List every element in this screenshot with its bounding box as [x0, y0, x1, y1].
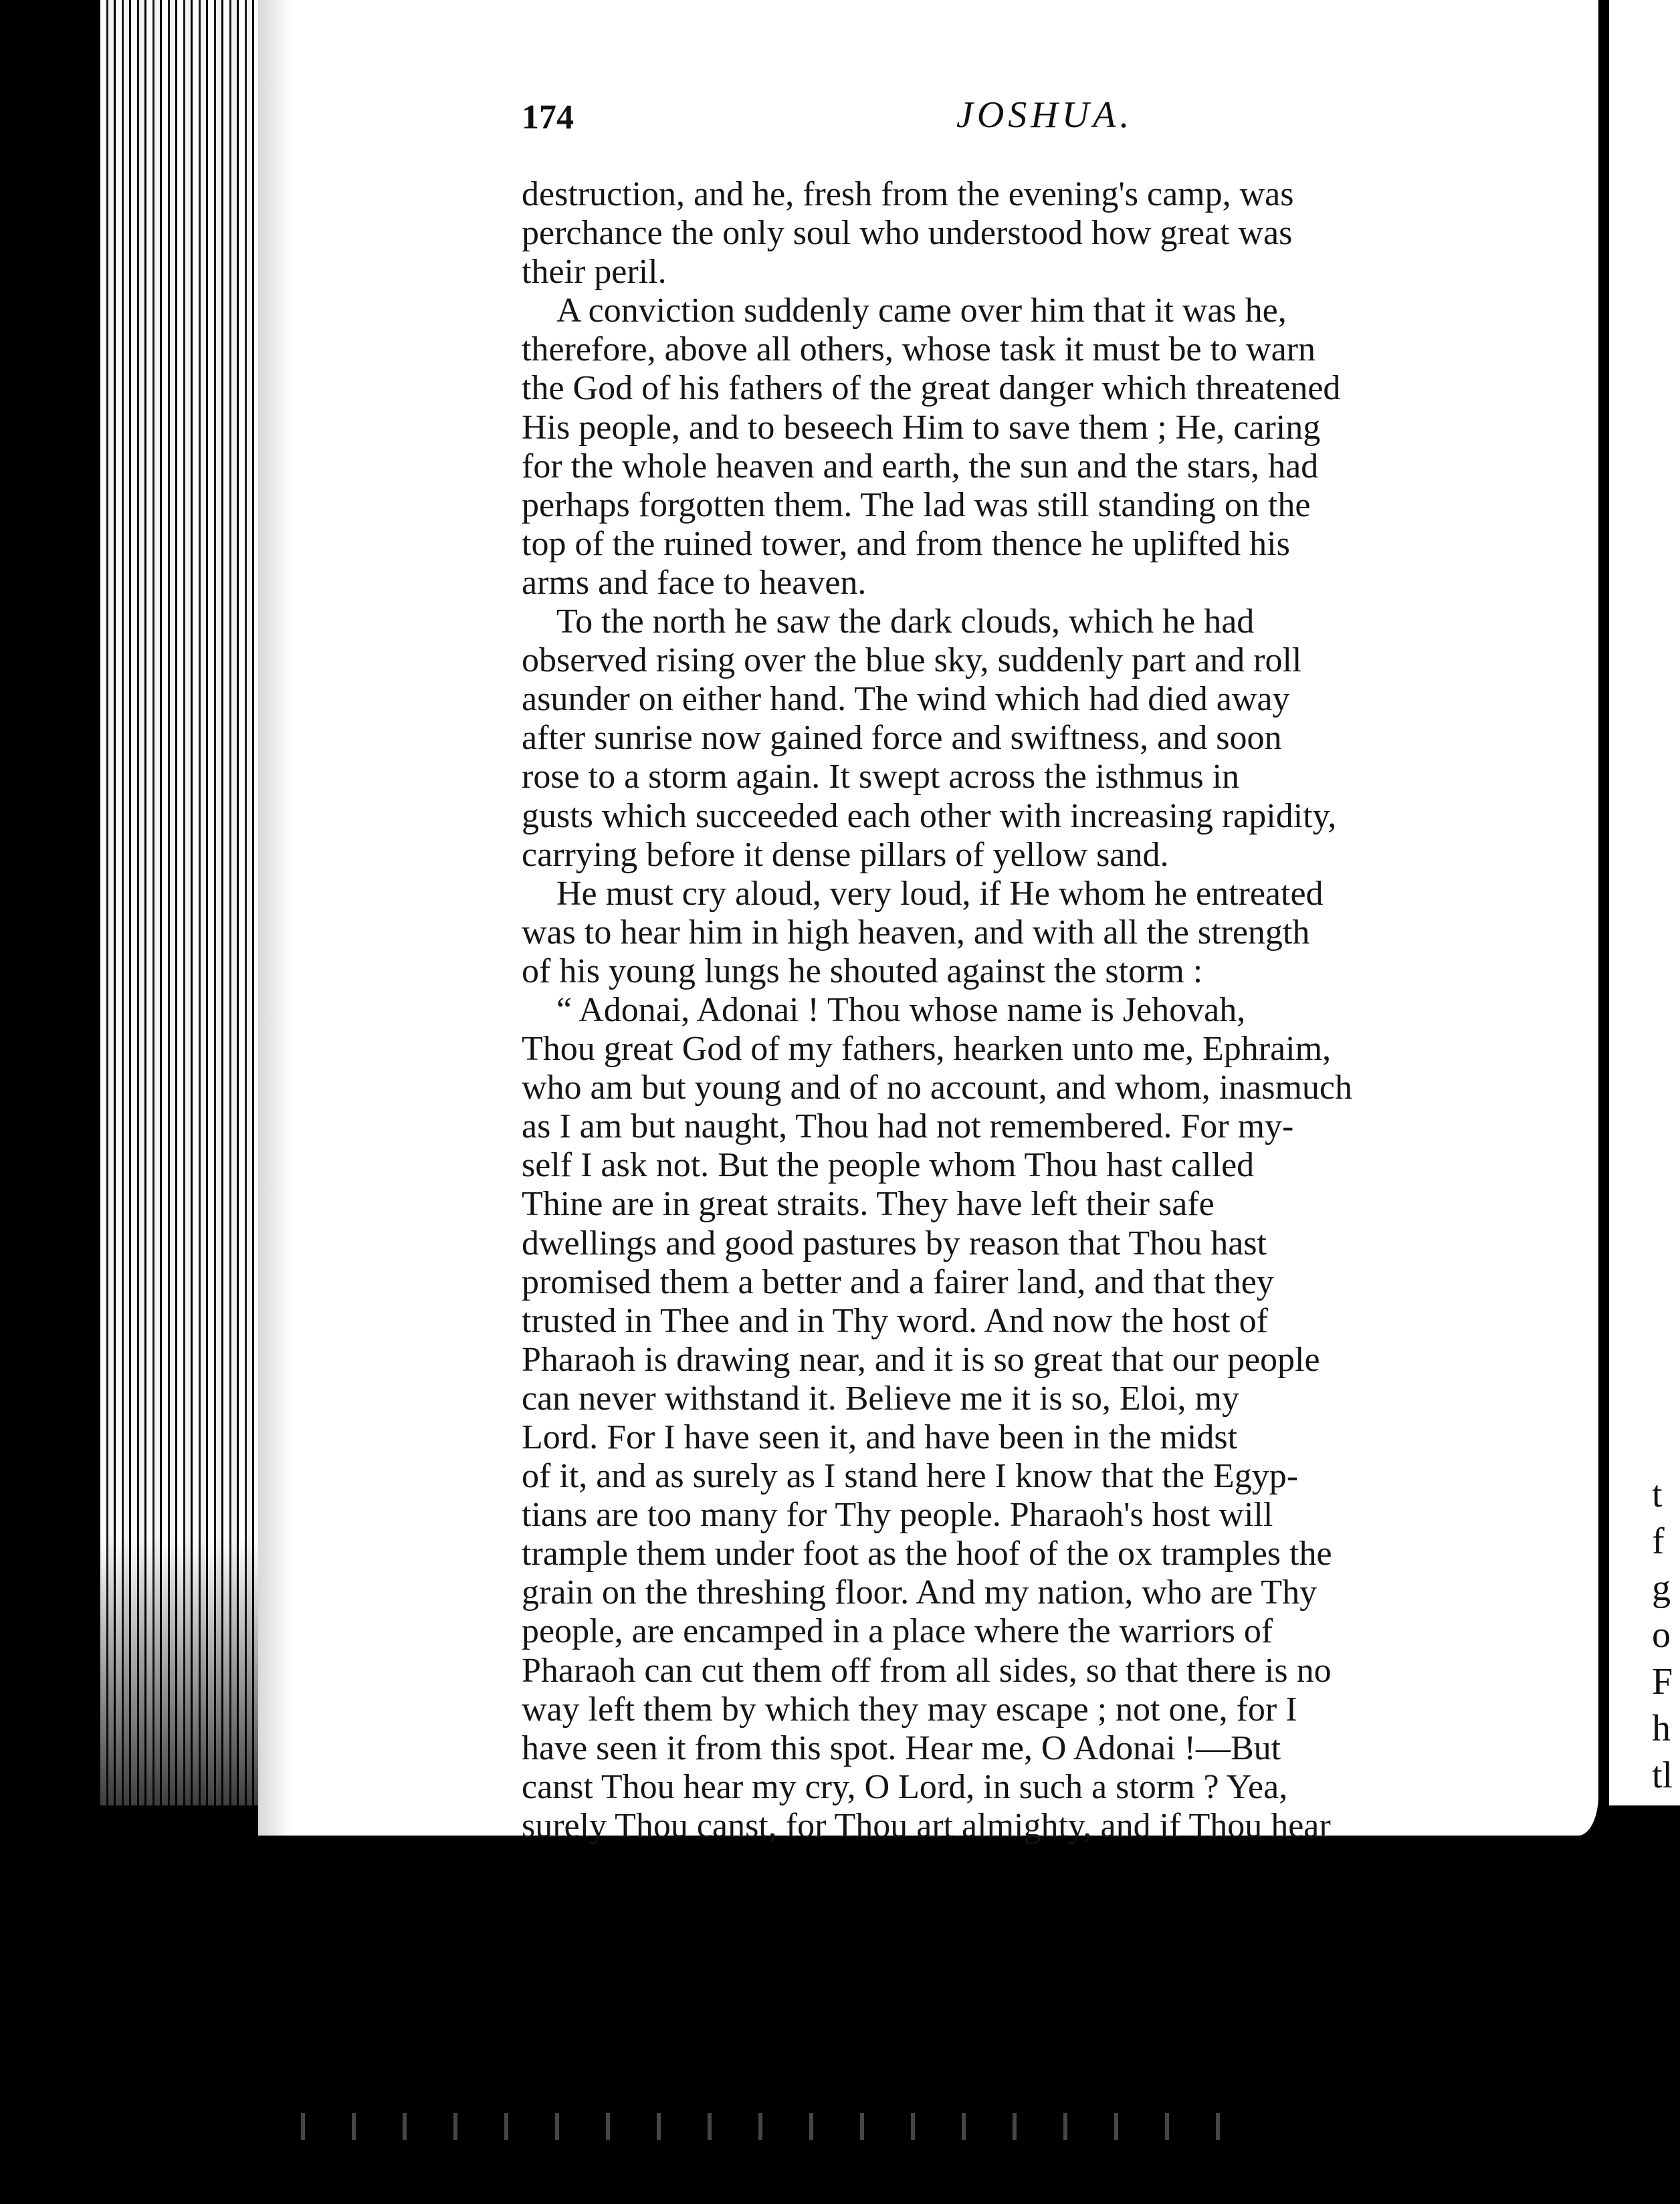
text-line: perhaps forgotten them. The lad was still standing on the — [522, 485, 1311, 524]
facing-page-text-fragments — [1652, 1471, 1680, 1799]
text-line: can never withstand it. Believe me it is so, Eloi, my — [522, 1379, 1240, 1418]
text-line: To the north he saw the dark clouds, which he had — [556, 602, 1255, 641]
text-line: Pharaoh can cut them off from all sides, so that there is no — [522, 1651, 1332, 1690]
text-line: way left them by which they may escape ; not one, for I — [522, 1690, 1297, 1729]
text-line: canst Thou hear my cry, O Lord, in such a storm ? Yea, — [522, 1767, 1288, 1806]
text-line: self I ask not. But the people whom Thou hast called — [522, 1146, 1255, 1185]
page-number: 174 — [522, 98, 574, 136]
page-gap — [1598, 0, 1609, 1805]
text-line: after sunrise now gained force and swiftness, and soon — [522, 719, 1282, 758]
text-line: observed rising over the blue sky, suddenly part and roll — [522, 641, 1302, 680]
text-line: people, are encamped in a place where the warriors of — [522, 1612, 1273, 1651]
facing-page-fragment: tl — [1652, 1755, 1673, 1796]
text-line: of it, and as surely as I stand here I know that the Egyp- — [522, 1457, 1299, 1496]
text-line: top of the ruined tower, and from thence he uplifted his — [522, 524, 1290, 563]
facing-page-fragment: t — [1652, 1474, 1663, 1515]
text-line: the God of his fathers of the great danger which threatened — [522, 369, 1341, 408]
text-line: A conviction suddenly came over him that it was he, — [556, 292, 1287, 330]
facing-page-fragment: h — [1652, 1708, 1671, 1749]
text-line: as I am but naught, Thou had not remembered. For my- — [522, 1107, 1294, 1146]
text-line: therefore, above all others, whose task it must be to warn — [522, 330, 1316, 369]
running-head — [522, 94, 1505, 147]
facing-page-fragment: g — [1652, 1567, 1671, 1609]
text-line: for the whole heaven and earth, the sun and the stars, had — [522, 447, 1319, 485]
text-line: who am but young and of no account, and whom, inasmuch — [522, 1069, 1352, 1107]
text-line: have seen it from this spot. Hear me, O Adonai !—But — [522, 1729, 1281, 1767]
page-edges-stack — [100, 0, 261, 1805]
body-text — [522, 175, 1505, 1846]
page-edges-shadow — [100, 1538, 261, 1839]
facing-page-fragment: f — [1652, 1521, 1665, 1562]
text-line: of his young lungs he shouted against the storm : — [522, 952, 1203, 990]
page-gutter-shadow — [258, 0, 292, 1836]
text-line: their peril. — [522, 253, 667, 292]
text-line: dwellings and good pastures by reason that Thou hast — [522, 1224, 1267, 1262]
text-line: destruction, and he, fresh from the evening's camp, was — [522, 175, 1294, 213]
running-title: JOSHUA. — [956, 94, 1134, 136]
text-line: Thou great God of my fathers, hearken unto me, Ephraim, — [522, 1030, 1332, 1069]
text-line: rose to a storm again. It swept across the isthmus in — [522, 758, 1240, 796]
text-line: carrying before it dense pillars of yellow sand. — [522, 835, 1169, 874]
facing-page-fragment: F — [1652, 1661, 1673, 1702]
text-line: promised them a better and a fairer land, and that they — [522, 1262, 1274, 1301]
text-line: asunder on either hand. The wind which had died away — [522, 680, 1290, 719]
text-line: Thine are in great straits. They have left their safe — [522, 1185, 1215, 1224]
text-line: perchance the only soul who understood how great was — [522, 214, 1293, 253]
text-line: Lord. For I have seen it, and have been in the midst — [522, 1418, 1238, 1456]
facing-page-fragment: o — [1652, 1614, 1671, 1656]
text-line: grain on the threshing floor. And my nation, who are Thy — [522, 1573, 1318, 1612]
text-line: tians are too many for Thy people. Pharaoh's host will — [522, 1496, 1273, 1535]
text-line: He must cry aloud, very loud, if He whom he entreated — [556, 874, 1324, 913]
text-line: trusted in Thee and in Thy word. And now the host of — [522, 1301, 1268, 1340]
text-line: gusts which succeeded each other with increasing rapidity, — [522, 796, 1337, 835]
scan-debris — [254, 2113, 1257, 2140]
text-line: arms and face to heaven. — [522, 563, 867, 602]
text-line: His people, and to beseech Him to save them ; He, caring — [522, 408, 1321, 447]
text-line: Pharaoh is drawing near, and it is so great that our people — [522, 1340, 1320, 1379]
text-line: surely Thou canst, for Thou art almighty, and if Thou hear — [522, 1806, 1331, 1845]
text-line: was to hear him in high heaven, and with all the strength — [522, 913, 1310, 952]
text-line: “ Adonai, Adonai ! Thou whose name is Jehovah, — [556, 990, 1246, 1029]
text-line: trample them under foot as the hoof of the ox tramples the — [522, 1535, 1332, 1573]
